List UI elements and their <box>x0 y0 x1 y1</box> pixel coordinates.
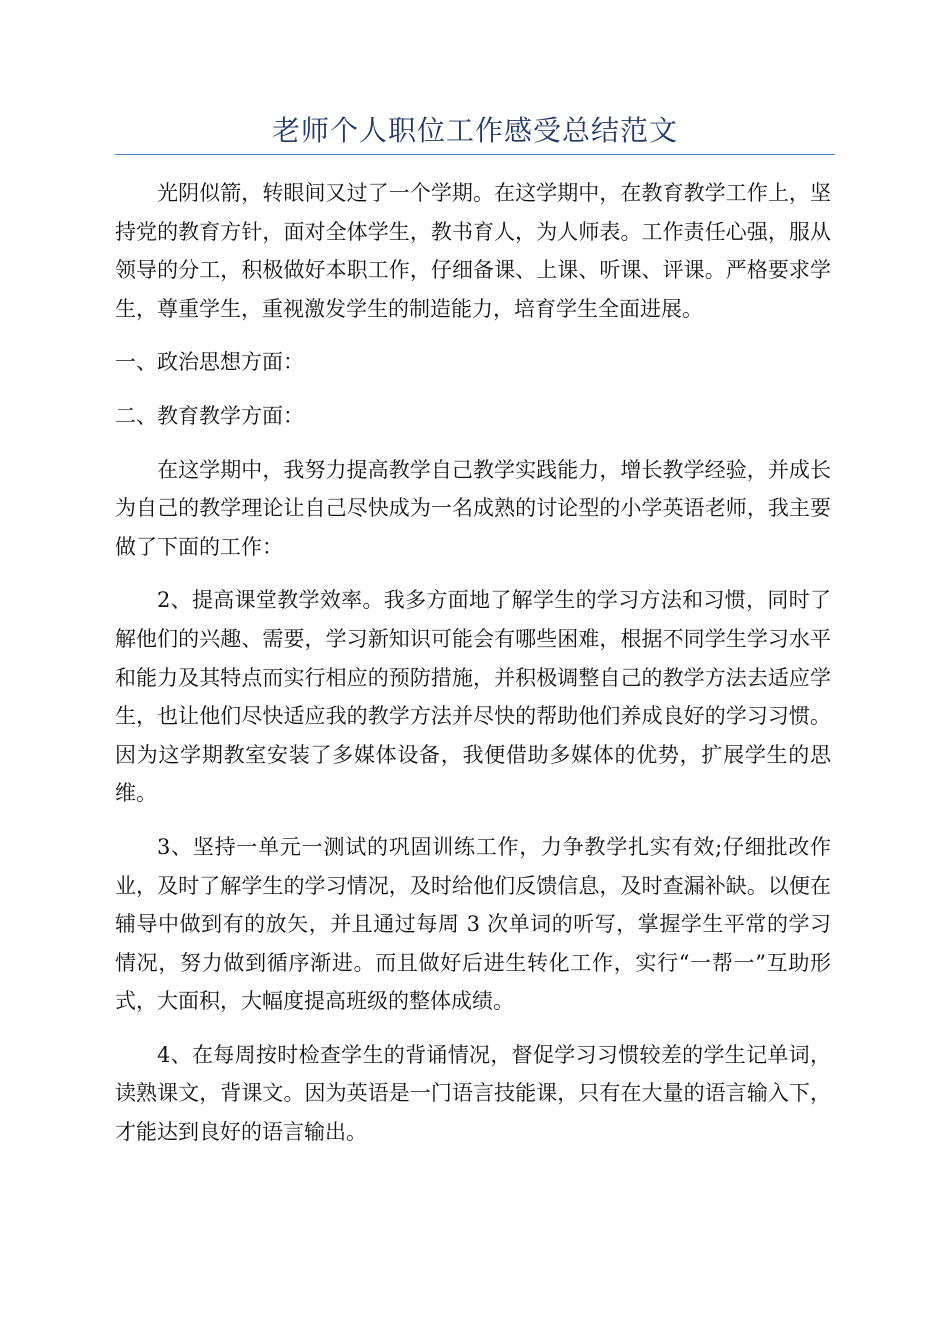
paragraph-teaching-intro: 在这学期中，我努力提高教学自己教学实践能力，增长教学经验，并成长为自己的教学理论让自己尽快成为一名成熟的讨论型的小学英语老师，我主要做了下面的工作： <box>115 457 831 559</box>
paragraph-item-2: 2、提高课堂教学效率。我多方面地了解学生的学习方法和习惯，同时了解他们的兴趣、需要，学习新知识可能会有哪些困难，根据不同学生学习水平和能力及其特点而实行相应的预防措施，并积极调整自己的教学方法去适应学生，也让他们尽快适应我的教学方法并尽快的帮助他们养成良好的学习习惯。因为这学期教室安装了多媒体设备，我便借助多媒体的优势，扩展学生的思维。 <box>115 588 831 806</box>
paragraph-item-4: 4、在每周按时检查学生的背诵情况，督促学习习惯较差的学生记单词，读熟课文，背课文。因为英语是一门语言技能课，只有在大量的语言输入下，才能达到良好的语言输出。 <box>115 1042 831 1145</box>
section-heading-political: 一、政治思想方面： <box>115 350 304 375</box>
section-heading-teaching: 二、教育教学方面： <box>115 403 304 428</box>
title-underline <box>115 154 835 155</box>
paragraph-intro: 光阴似箭，转眼间又过了一个学期。在这学期中，在教育教学工作上，坚持党的教育方针，面对全体学生，教书育人，为人师表。工作责任心强，服从领导的分工，积极做好本职工作，仔细备课、上课、听课、评课。严格要求学生，尊重学生，重视激发学生的制造能力，培育学生全面进展。 <box>115 181 831 321</box>
document-title: 老师个人职位工作感受总结范文 <box>271 114 678 147</box>
document-body <box>115 174 831 1167</box>
paragraph-item-3: 3、坚持一单元一测试的巩固训练工作，力争教学扎实有效;仔细批改作业，及时了解学生的学习情况，及时给他们反馈信息，及时查漏补缺。以便在辅导中做到有的放矢，并且通过每周 3 次单词的听写，掌握学生平常的学习情况，努力做到循序渐进。而且做好后进生转化工作，实行“一帮一”互助形式，大面积，大幅度提高班级的整体成绩。 <box>115 834 831 1014</box>
